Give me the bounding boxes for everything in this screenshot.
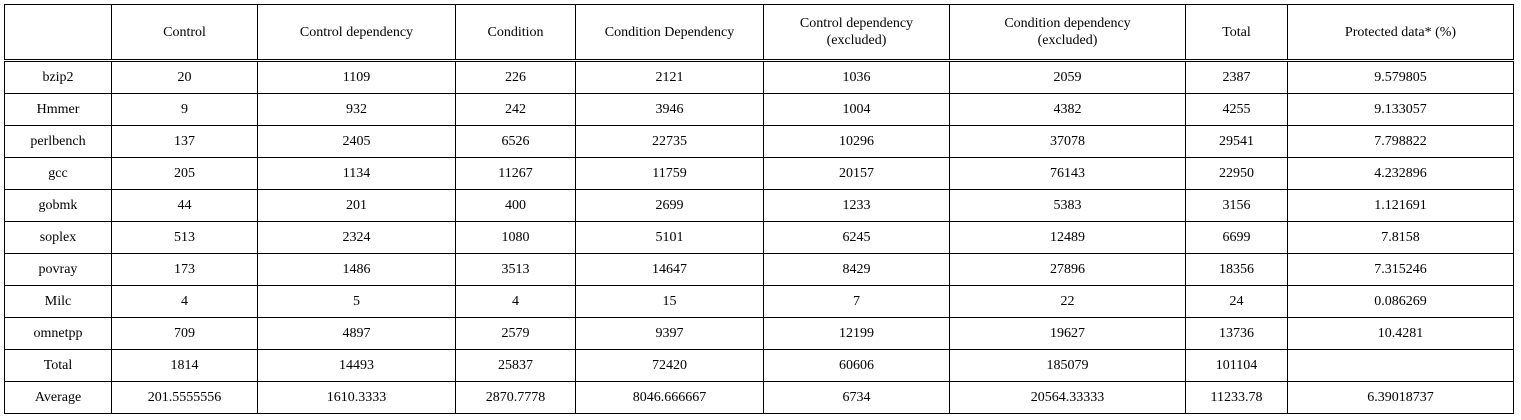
row-label-cell: omnetpp [5, 318, 112, 350]
header-condition-dependency: Condition Dependency [576, 5, 764, 61]
table-cell: 1036 [764, 61, 950, 94]
row-label-cell: gobmk [5, 190, 112, 222]
table-cell: 4 [112, 286, 258, 318]
header-line: (excluded) [826, 33, 887, 48]
table-cell: 19627 [950, 318, 1186, 350]
table-cell: 2870.7778 [456, 382, 576, 414]
table-cell: 7 [764, 286, 950, 318]
table-cell: 1610.3333 [258, 382, 456, 414]
table-cell: 11233.78 [1186, 382, 1288, 414]
table-cell: 7.8158 [1288, 222, 1514, 254]
table-cell: 709 [112, 318, 258, 350]
table-cell: 2059 [950, 61, 1186, 94]
row-label-cell: gcc [5, 158, 112, 190]
table-cell: 15 [576, 286, 764, 318]
table-cell: 5101 [576, 222, 764, 254]
header-protected-data: Protected data* (%) [1288, 5, 1514, 61]
row-label-cell: Milc [5, 286, 112, 318]
table-cell: 6699 [1186, 222, 1288, 254]
table-cell: 6734 [764, 382, 950, 414]
table-row [5, 254, 1514, 286]
header-line: (excluded) [1037, 33, 1098, 48]
header-control: Control [112, 5, 258, 61]
table-cell: 173 [112, 254, 258, 286]
table-cell: 12489 [950, 222, 1186, 254]
header-control-dependency: Control dependency [258, 5, 456, 61]
table-cell: 2121 [576, 61, 764, 94]
table-cell: 10.4281 [1288, 318, 1514, 350]
table-cell: 13736 [1186, 318, 1288, 350]
table-cell: 4897 [258, 318, 456, 350]
header-line: Control dependency [799, 16, 914, 31]
table-cell: 226 [456, 61, 576, 94]
table-cell: 25837 [456, 350, 576, 382]
table-row [5, 222, 1514, 254]
table-cell: 2387 [1186, 61, 1288, 94]
header-corner [5, 5, 112, 61]
header-condition-dependency-excluded [950, 5, 1186, 61]
header-total: Total [1186, 5, 1288, 61]
table-cell: 201.5555556 [112, 382, 258, 414]
table-cell: 185079 [950, 350, 1186, 382]
table-cell: 0.086269 [1288, 286, 1514, 318]
table-cell: 11267 [456, 158, 576, 190]
table-cell: 201 [258, 190, 456, 222]
table-cell: 1.121691 [1288, 190, 1514, 222]
table-cell [1288, 350, 1514, 382]
table-row [5, 382, 1514, 414]
table-cell: 60606 [764, 350, 950, 382]
results-table [4, 4, 1514, 414]
table-cell: 20 [112, 61, 258, 94]
table-cell: 1004 [764, 94, 950, 126]
table-cell: 14493 [258, 350, 456, 382]
header-control-dependency-excluded [764, 5, 950, 61]
table-cell: 1814 [112, 350, 258, 382]
table-cell: 4382 [950, 94, 1186, 126]
table-cell: 1134 [258, 158, 456, 190]
table-cell: 932 [258, 94, 456, 126]
table-cell: 2579 [456, 318, 576, 350]
table-cell: 20564.33333 [950, 382, 1186, 414]
table-cell: 76143 [950, 158, 1186, 190]
row-label-cell: Total [5, 350, 112, 382]
row-label-cell: Average [5, 382, 112, 414]
table-row [5, 61, 1514, 94]
table-row [5, 190, 1514, 222]
table-cell: 22735 [576, 126, 764, 158]
table-cell: 2405 [258, 126, 456, 158]
table-row [5, 94, 1514, 126]
table-cell: 101104 [1186, 350, 1288, 382]
table-cell: 513 [112, 222, 258, 254]
table-row [5, 318, 1514, 350]
table-cell: 6245 [764, 222, 950, 254]
table-cell: 8046.666667 [576, 382, 764, 414]
table-cell: 10296 [764, 126, 950, 158]
table-cell: 72420 [576, 350, 764, 382]
table-cell: 22950 [1186, 158, 1288, 190]
row-label-cell: povray [5, 254, 112, 286]
table-cell: 9 [112, 94, 258, 126]
row-label-cell: soplex [5, 222, 112, 254]
table-cell: 3156 [1186, 190, 1288, 222]
table-cell: 9397 [576, 318, 764, 350]
table-row [5, 158, 1514, 190]
table-cell: 4255 [1186, 94, 1288, 126]
table-cell: 3946 [576, 94, 764, 126]
table-body [5, 61, 1514, 414]
row-label-cell: perlbench [5, 126, 112, 158]
table-row [5, 286, 1514, 318]
table-cell: 18356 [1186, 254, 1288, 286]
table-cell: 4.232896 [1288, 158, 1514, 190]
table-cell: 12199 [764, 318, 950, 350]
table-cell: 24 [1186, 286, 1288, 318]
table-cell: 9.133057 [1288, 94, 1514, 126]
table-cell: 5 [258, 286, 456, 318]
row-label-cell: bzip2 [5, 61, 112, 94]
table-row [5, 350, 1514, 382]
header-condition: Condition [456, 5, 576, 61]
table-cell: 27896 [950, 254, 1186, 286]
row-label-cell: Hmmer [5, 94, 112, 126]
table-cell: 1233 [764, 190, 950, 222]
table-cell: 9.579805 [1288, 61, 1514, 94]
table-cell: 1486 [258, 254, 456, 286]
table-cell: 242 [456, 94, 576, 126]
table-cell: 37078 [950, 126, 1186, 158]
header-line: Condition dependency [1004, 16, 1131, 31]
table-cell: 400 [456, 190, 576, 222]
table-cell: 1109 [258, 61, 456, 94]
table-cell: 4 [456, 286, 576, 318]
table-cell: 6.39018737 [1288, 382, 1514, 414]
table-cell: 8429 [764, 254, 950, 286]
table-cell: 205 [112, 158, 258, 190]
table-cell: 11759 [576, 158, 764, 190]
table-cell: 3513 [456, 254, 576, 286]
table-cell: 5383 [950, 190, 1186, 222]
table-cell: 6526 [456, 126, 576, 158]
table-cell: 7.798822 [1288, 126, 1514, 158]
table-container [4, 4, 1514, 414]
table-cell: 29541 [1186, 126, 1288, 158]
table-cell: 20157 [764, 158, 950, 190]
table-cell: 44 [112, 190, 258, 222]
table-row [5, 126, 1514, 158]
table-cell: 22 [950, 286, 1186, 318]
table-cell: 2699 [576, 190, 764, 222]
table-cell: 2324 [258, 222, 456, 254]
table-cell: 7.315246 [1288, 254, 1514, 286]
table-cell: 137 [112, 126, 258, 158]
table-cell: 1080 [456, 222, 576, 254]
header-row [5, 5, 1514, 61]
table-cell: 14647 [576, 254, 764, 286]
